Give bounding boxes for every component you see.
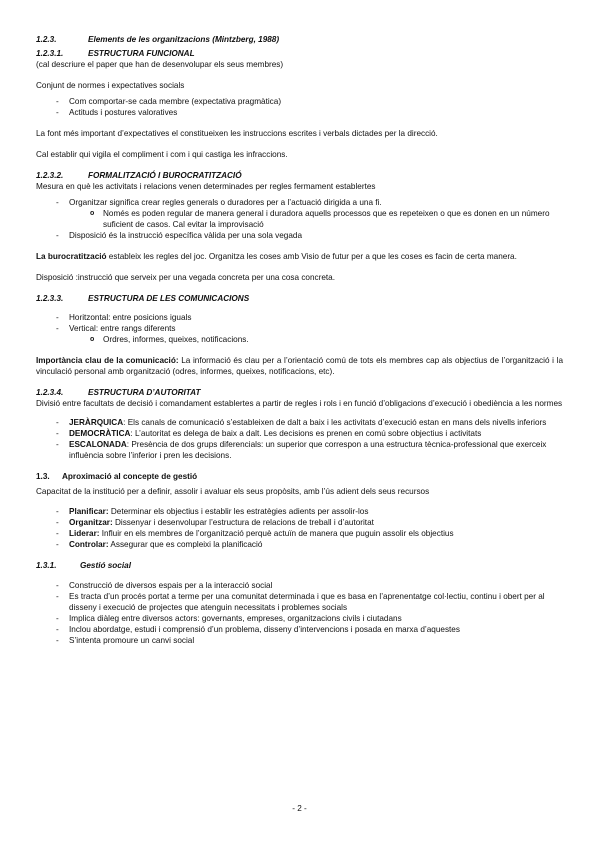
bold-term: DEMOCRÀTICA	[69, 429, 131, 438]
list-item-text: Determinar els objectius i establir les estratègies adients per assolir-los	[108, 507, 369, 516]
bold-term: Organitzar:	[69, 518, 113, 527]
list-item	[56, 197, 563, 230]
section-heading-1-3	[36, 471, 563, 482]
section-heading-1-2-3-2	[36, 170, 563, 181]
section-number: 1.2.3.1.	[36, 49, 64, 58]
section-heading-1-2-3-4	[36, 387, 563, 398]
paragraph: Mesura en què les activitats i relacions venen determinades per regles fermament establertes	[36, 182, 376, 191]
section-number: 1.3.1.	[36, 561, 57, 570]
list-item	[56, 506, 563, 517]
paragraph: Capacitat de la institució per a definir, assolir i avaluar els seus propòsits, amb l’ús adient dels seus recursos	[36, 487, 430, 496]
list-item	[56, 323, 563, 345]
list-item: - Es tracta d’un procés portat a terme per una comunitat determinada i que es basa en l’aprenentatge col·lectiu, continu i obert per al disseny i execució de projectes que atenguin necessitats i problemes socials	[56, 591, 563, 613]
sub-bullet-list	[69, 334, 563, 345]
paragraph: (cal descriure el paper que han de desenvolupar els seus membres)	[36, 60, 284, 69]
section-heading-1-2-3-3	[36, 293, 563, 304]
section-title: Gestió social	[80, 561, 131, 570]
list-item: - Inclou abordatge, estudi i comprensió d’un problema, disseny d’intervencions i posada en marxa d’aquestes	[56, 624, 563, 635]
sub-bullet-list	[69, 208, 563, 230]
list-item	[56, 439, 563, 461]
sub-list-item: o Només es poden regular de manera general i duradora aquells processos que es repeteixen o que es donen en un número suficient de casos. Cal evitar la improvisació	[90, 208, 563, 230]
list-item	[56, 528, 563, 539]
list-item-text: Organitzar significa crear regles generals o duradores per a l’actuació dirigida a una fi.	[69, 198, 382, 207]
list-item: - Actituds i postures valoratives	[56, 107, 563, 118]
list-item	[56, 428, 563, 439]
paragraph: Cal establir qui vigila el compliment i com i qui castiga les infraccions.	[36, 150, 288, 159]
section-title: Elements de les organitzacions (Mintzberg, 1988)	[88, 35, 280, 44]
list-item: - Implica diàleg entre diversos actors: governants, empreses, organitzacions civils i ciutadans	[56, 613, 563, 624]
paragraph: Divisió entre facultats de decisió i comandament establertes a partir de regles i rols i en funció d’obligacions d’execució i obediència a les normes	[36, 399, 563, 408]
paragraph: La font més important d’expectatives el constitueixen les instruccions escrites i verbals dictades per la direcció.	[36, 129, 438, 138]
bullet-list	[36, 506, 563, 550]
bullet-list	[36, 312, 563, 345]
list-item-text: Influir en els membres de l’organització perquè actuïn de manera que puguin assolir els objectius	[99, 529, 454, 538]
bold-term: Importància clau de la comunicació:	[36, 356, 179, 365]
list-item-text: Vertical: entre rangs diferents	[69, 324, 176, 333]
list-item-text: : Els canals de comunicació s’estableixen de dalt a baix i les activitats d’execució estan en mans dels nivells inferiors	[123, 418, 547, 427]
paragraph-text: estableix les regles del joc. Organitza les coses amb Visio de futur per a que les coses es facin de certa manera.	[106, 252, 517, 261]
sub-list-item: o Ordres, informes, queixes, notificacions.	[90, 334, 563, 345]
bullet-list	[36, 197, 563, 241]
bullet-list	[36, 417, 563, 461]
bold-term: ESCALONADA	[69, 440, 127, 449]
bold-term: Controlar:	[69, 540, 109, 549]
list-item: - S’intenta promoure un canvi social	[56, 635, 563, 646]
list-item: - Horitzontal: entre posicions iguals	[56, 312, 563, 323]
list-item	[56, 417, 563, 428]
section-heading-1-2-3	[36, 34, 563, 45]
section-title: Aproximació al concepte de gestió	[62, 472, 198, 481]
list-item-text: : Presència de dos grups diferencials: un superior que correspon a una estructura tècnica-professional que exerceix influència sobre l’inferior i pren les decisions.	[69, 440, 547, 460]
section-heading-1-2-3-1	[36, 48, 563, 59]
list-item: - Disposició és la instrucció específica vàlida per una sola vegada	[56, 230, 563, 241]
section-number: 1.2.3.2.	[36, 171, 64, 180]
section-title: ESTRUCTURA D’AUTORITAT	[88, 388, 201, 397]
bold-term: Planificar:	[69, 507, 109, 516]
list-item-text: : L’autoritat es delega de baix a dalt. Les decisions es prenen en comú sobre objectius i activitats	[130, 429, 482, 438]
section-number: 1.2.3.4.	[36, 388, 64, 397]
list-item-text: Assegurar que es compleixi la planificació	[108, 540, 263, 549]
section-title: FORMALITZACIÓ I BUROCRATITZACIÓ	[88, 171, 242, 180]
section-title: ESTRUCTURA DE LES COMUNICACIONS	[88, 294, 250, 303]
section-number: 1.2.3.3.	[36, 294, 64, 303]
paragraph-text: La informació és clau per a l’orientació comú de tots els membres cap als objectius de l’organització i la vinculació personal amb organització (odres, informes, queixes, notificacions, etc).	[36, 356, 564, 376]
section-number: 1.2.3.	[36, 35, 57, 44]
list-item-text: Dissenyar i desenvolupar l’estructura de relacions de treball i d’autoritat	[112, 518, 374, 527]
paragraph: Conjunt de normes i expectatives socials	[36, 81, 185, 90]
bold-term: La burocratització	[36, 252, 107, 261]
bullet-list	[36, 580, 563, 646]
list-item: - Construcció de diversos espais per a la interacció social	[56, 580, 563, 591]
list-item	[56, 539, 563, 550]
page-number: - 2 -	[292, 804, 307, 813]
list-item: - Com comportar-se cada membre (expectativa pragmàtica)	[56, 96, 563, 107]
bold-term: Liderar:	[69, 529, 100, 538]
paragraph	[36, 251, 563, 262]
paragraph: Disposició :instrucció que serveix per una vegada concreta per una cosa concreta.	[36, 273, 336, 282]
section-number: 1.3.	[36, 472, 50, 481]
section-heading-1-3-1	[36, 560, 563, 571]
list-item	[56, 517, 563, 528]
bullet-list	[36, 96, 563, 118]
paragraph	[36, 355, 563, 377]
section-title: ESTRUCTURA FUNCIONAL	[88, 49, 195, 58]
bold-term: JERÀRQUICA	[69, 418, 124, 427]
